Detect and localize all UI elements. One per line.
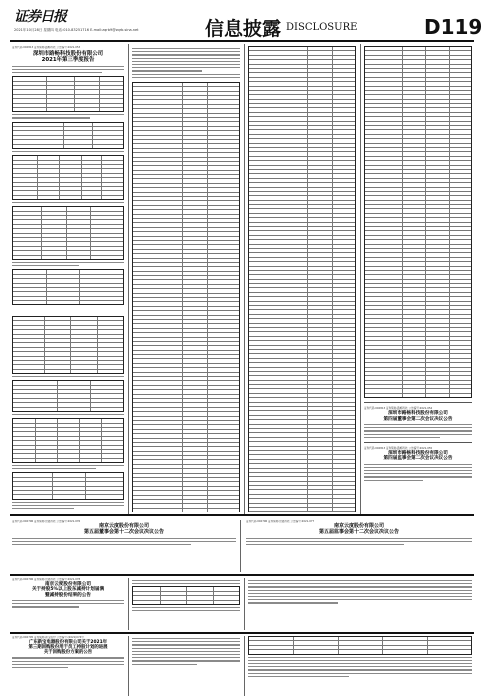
block-divider — [10, 574, 474, 576]
data-table — [12, 316, 124, 374]
text-line — [132, 580, 240, 581]
text-line — [364, 434, 472, 435]
stock-code-line: 证券代码:002813 证券简称:路畅科技 公告编号:2021-054 — [364, 407, 433, 411]
text-line — [364, 480, 423, 481]
text-line — [12, 117, 90, 118]
text-line — [12, 265, 79, 266]
text-line — [12, 202, 124, 203]
text-line — [12, 262, 124, 263]
text-line — [248, 599, 472, 600]
text-line — [12, 376, 124, 377]
col1-middle — [12, 316, 124, 512]
stock-code-line: 证券代码:002813 证券简称:路畅科技 公告编号:2021-053 — [12, 46, 81, 49]
stock-code-line: 证券代码:002705 证券简称:新宝股份 公告编号:(2021)074号 — [12, 636, 84, 639]
announcement-title — [364, 451, 472, 462]
announcement-title-line: 2021年第三季度报告 — [41, 57, 95, 64]
data-table — [132, 586, 240, 605]
text-line — [132, 61, 240, 62]
col2 — [132, 46, 240, 512]
text-line — [246, 538, 472, 539]
data-table — [248, 636, 472, 655]
table-row — [133, 509, 239, 512]
bottom-right — [248, 636, 472, 696]
text-line — [12, 508, 74, 509]
financial-table — [132, 82, 240, 512]
text-line — [132, 67, 240, 68]
text-line — [248, 593, 472, 594]
text-line — [248, 596, 472, 597]
announcement-title-line: 广东新宝电器股份有限公司关于2021年 — [28, 640, 108, 646]
text-line — [132, 70, 202, 71]
stock-code-line: 证券代码:002796 证券简称:世嘉科技 公告编号:2021-077 — [246, 520, 315, 523]
announcement-title-line: 第四届董事会第二次会议决议公告 — [383, 416, 453, 422]
text-line — [364, 467, 472, 468]
section-title-en: DISCLOSURE — [286, 22, 358, 33]
announcement-title-line: 南京云度股份有限公司 — [45, 582, 91, 588]
table-row — [249, 508, 355, 512]
text-line — [12, 66, 124, 67]
text-line — [12, 72, 102, 73]
table-row — [365, 394, 471, 397]
text-line — [248, 669, 472, 670]
text-line — [12, 465, 124, 466]
text-line — [248, 660, 472, 661]
text-line — [12, 541, 236, 542]
column-divider — [360, 44, 361, 514]
announcement-title-line: 深圳市路畅科技股份有限公司 — [388, 411, 448, 417]
col3 — [248, 46, 356, 512]
text-line — [248, 676, 349, 677]
text-line — [364, 473, 472, 474]
text-line — [12, 414, 124, 415]
financial-table — [248, 46, 356, 512]
text-line — [12, 151, 124, 152]
column-divider — [128, 636, 129, 696]
text-line — [364, 470, 472, 471]
text-line — [132, 607, 240, 608]
text-line — [248, 657, 472, 658]
section-title: 信息披露 — [205, 18, 282, 40]
text-line — [12, 114, 124, 115]
text-line — [364, 424, 472, 425]
low-right — [248, 578, 472, 630]
text-line — [364, 464, 472, 465]
text-line — [248, 673, 472, 674]
data-table — [12, 269, 124, 305]
text-line — [132, 583, 240, 584]
text-line — [132, 54, 240, 55]
text-line — [246, 541, 472, 542]
text-line — [364, 430, 472, 431]
block-divider — [10, 632, 474, 634]
text-line — [364, 427, 472, 428]
announcement-title — [12, 582, 124, 598]
text-line — [12, 69, 124, 70]
text-line — [132, 610, 240, 611]
text-line — [248, 666, 472, 667]
column-divider — [240, 520, 241, 572]
page-number: D119 — [424, 15, 483, 39]
masthead — [0, 0, 484, 42]
column-divider — [244, 578, 245, 630]
bottom-col2 — [132, 636, 240, 696]
announcement-title-line: 南京云度股份有限公司 — [333, 523, 384, 530]
column-divider — [128, 44, 129, 514]
mid-left-block — [12, 520, 236, 572]
announcement-title — [364, 411, 472, 422]
announcement-title-line: 第五届董事会第十二次会议决议公告 — [83, 528, 164, 535]
text-line — [248, 586, 472, 587]
announcement-title — [246, 524, 472, 536]
column-divider — [244, 44, 245, 514]
announcement-title-line: 南京云度股份有限公司 — [98, 523, 149, 530]
text-line — [12, 544, 191, 545]
bottom-left-block — [12, 636, 124, 696]
text-line — [132, 660, 240, 661]
masthead-rule — [10, 40, 474, 42]
text-line — [248, 580, 472, 581]
text-line — [12, 664, 124, 665]
text-line — [132, 77, 240, 78]
stock-code-line: 证券代码:002813 证券简称:路畅科技 公告编号:2021-055 — [364, 446, 433, 450]
text-line — [12, 468, 96, 469]
section-divider — [364, 442, 472, 443]
section-divider — [364, 402, 472, 403]
text-line — [248, 590, 472, 591]
text-line — [12, 606, 79, 607]
data-table — [12, 472, 124, 499]
announcement-title-line: 第四届监事会第二次会议决议公告 — [383, 456, 453, 462]
text-line — [132, 644, 240, 645]
text-line — [132, 664, 197, 665]
text-line — [132, 74, 240, 75]
text-line — [364, 437, 440, 438]
text-line — [132, 641, 240, 642]
text-line — [132, 48, 240, 49]
text-line — [132, 64, 240, 65]
text-line — [12, 657, 124, 658]
announcement-title — [12, 640, 124, 655]
stock-code-line: 证券代码:002796 证券简称:世嘉科技 公告编号:2021-076 — [12, 520, 81, 523]
low-left-block — [12, 578, 124, 630]
announcement-title — [12, 51, 124, 63]
col4 — [364, 46, 472, 512]
text-line — [12, 502, 124, 503]
text-line — [246, 544, 404, 545]
data-table — [12, 155, 124, 200]
mid-right-block — [246, 520, 472, 572]
issue-line: 2021年10月28日 星期四 电话:010-83251716 E-mail:zqrb9@zqrb.sina.net — [14, 28, 139, 32]
newspaper-logo: 证券日报 — [14, 9, 66, 25]
announcement-title-line: 深圳市路畅科技股份有限公司 — [388, 451, 448, 457]
text-line — [132, 654, 240, 655]
announcement-title-line: 第三期回购股份用于员工持股计划的进展 — [28, 645, 108, 651]
stock-code-line: 证券代码:002796 证券简称:世嘉科技 公告编号:2021-078 — [12, 578, 81, 581]
announcement-title-line: 深圳市路畅科技股份有限公司 — [32, 51, 104, 58]
data-table — [12, 418, 124, 463]
text-line — [132, 648, 240, 649]
announcement-title-line: 暨减持股份结果的公告 — [45, 592, 91, 598]
text-line — [12, 603, 124, 604]
text-line — [248, 583, 472, 584]
data-table — [12, 76, 124, 112]
text-line — [12, 538, 236, 539]
text-line — [132, 51, 240, 52]
text-line — [364, 476, 472, 477]
text-line — [132, 651, 240, 652]
financial-table — [364, 46, 472, 398]
data-table — [12, 380, 124, 412]
announcement-title — [12, 524, 236, 536]
data-table — [12, 122, 124, 149]
block-divider — [10, 514, 474, 516]
data-table — [12, 206, 124, 260]
announcement-title-line: 第五届监事会第十二次会议决议公告 — [318, 528, 399, 535]
announcement-title-line: 关于持股5%以上股东减持计划届满 — [31, 587, 105, 593]
text-line — [132, 638, 240, 639]
text-line — [248, 663, 472, 664]
text-line — [132, 58, 240, 59]
text-line — [12, 505, 124, 506]
text-line — [12, 600, 124, 601]
text-line — [132, 657, 240, 658]
text-line — [248, 602, 338, 603]
text-line — [12, 661, 124, 662]
low-col2 — [132, 578, 240, 630]
col1-upper — [12, 46, 124, 314]
column-divider — [128, 578, 129, 630]
text-line — [12, 667, 68, 668]
column-divider — [244, 636, 245, 696]
announcement-title-line: 关于回购股份方案的公告 — [43, 650, 93, 656]
